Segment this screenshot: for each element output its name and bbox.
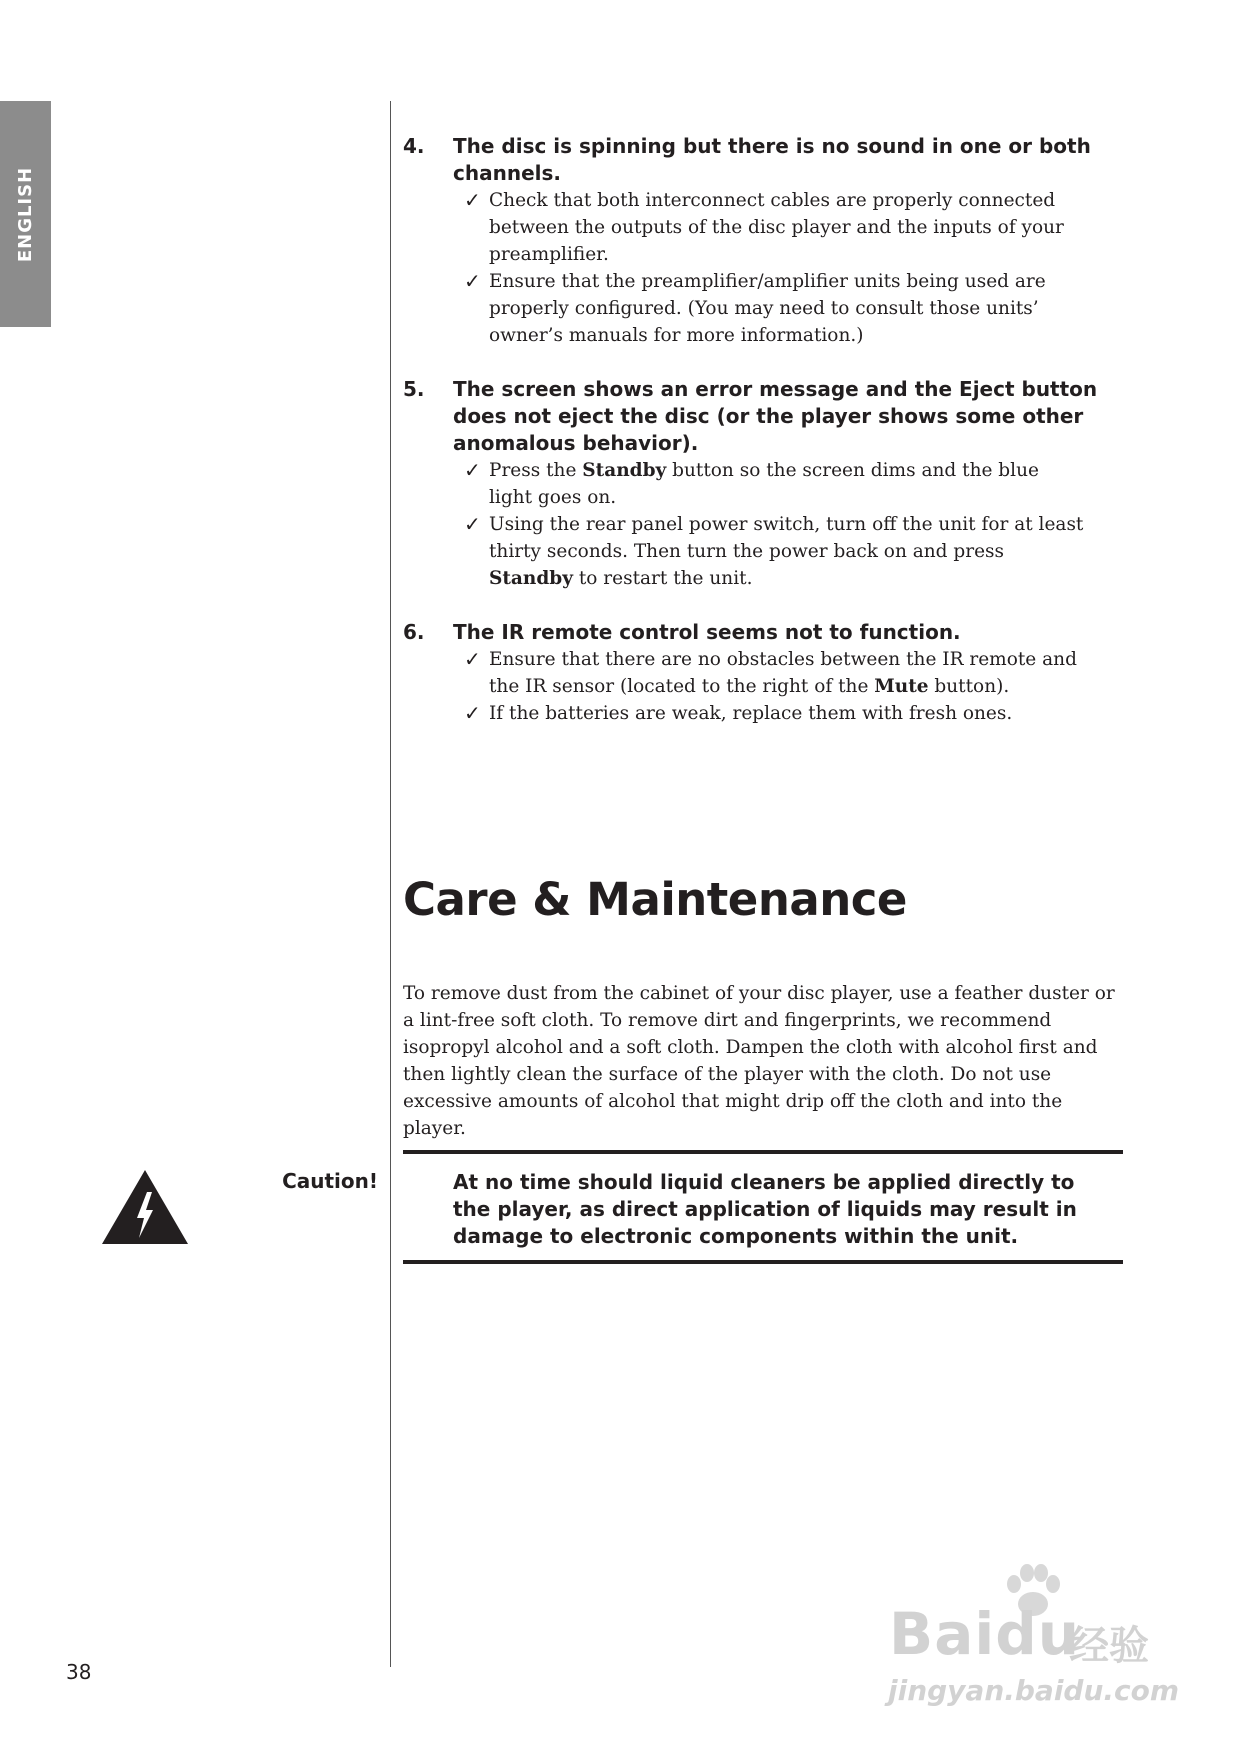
checkmark-icon: ✓	[464, 188, 481, 212]
trouble-item	[403, 619, 1123, 727]
checkmark-icon: ✓	[464, 269, 481, 293]
care-paragraph: To remove dust from the cabinet of your disc player, use a feather duster or a lint-free soft cloth. To remove dirt and fingerprints, we recommend isopropyl alcohol and a soft cloth. Dampen the cloth with alcohol first and then lightly clean the surface of the player with the cloth. Do not use excessive amounts of alcohol that might drip off the cloth and into the player.	[403, 983, 1115, 1139]
check-text-segment: Using the rear panel power switch, turn off the unit for at least thirty seconds. Then turn the power back on and press	[489, 514, 1084, 562]
check-text-segment: Ensure that there are no obstacles between the IR remote and the IR sensor (located to the right of the	[489, 649, 1077, 697]
caution-rule-bottom	[403, 1260, 1123, 1264]
caution-rule-top	[403, 1150, 1123, 1154]
checkmark-icon: ✓	[464, 701, 481, 725]
check-item-text	[489, 511, 1084, 592]
control-name: Standby	[489, 568, 573, 589]
trouble-item-number: 5.	[403, 377, 425, 401]
check-item	[464, 700, 1084, 727]
watermark-sub: 经验	[1069, 1623, 1149, 1669]
check-item-text	[489, 457, 1084, 511]
check-item-text	[489, 700, 1084, 727]
checkmark-icon: ✓	[464, 647, 481, 671]
trouble-item-heading	[403, 619, 1123, 646]
trouble-item	[403, 133, 1123, 349]
high-voltage-warning-icon	[100, 1168, 190, 1246]
watermark-url: jingyan.baidu.com	[888, 1674, 1180, 1707]
trouble-item-heading	[403, 376, 1123, 457]
language-tab	[0, 101, 51, 327]
check-item-text	[489, 646, 1084, 700]
control-name: Standby	[582, 460, 667, 481]
check-item-text	[489, 268, 1084, 349]
language-tab-label: ENGLISH	[15, 166, 36, 262]
check-item	[464, 511, 1084, 592]
section-heading: Care & Maintenance	[403, 873, 907, 926]
column-divider	[390, 101, 391, 1667]
check-text-segment: Check that both interconnect cables are properly connected between the outputs of the disc player and the inputs of your preamplifier.	[489, 190, 1064, 265]
watermark-brand: Baidu	[889, 1600, 1081, 1668]
watermark	[884, 1570, 1180, 1710]
trouble-item-number: 4.	[403, 134, 425, 158]
page-number: 38	[66, 1660, 92, 1684]
check-text-segment: Ensure that the preamplifier/amplifier units being used are properly configured. (You may need to consult those units’ owner’s manuals for more information.)	[489, 271, 1046, 346]
checkmark-icon: ✓	[464, 458, 481, 482]
check-text-segment: button).	[928, 676, 1010, 697]
check-item	[464, 268, 1084, 349]
checkmark-icon: ✓	[464, 512, 481, 536]
check-text-segment: button so the screen dims and the blue light goes on.	[489, 460, 1039, 508]
trouble-item-title: The disc is spinning but there is no sound in one or both channels.	[453, 134, 1091, 185]
trouble-item-number: 6.	[403, 620, 425, 644]
caution-label: Caution!	[282, 1169, 378, 1193]
control-name: Mute	[874, 676, 929, 697]
trouble-item-title: The screen shows an error message and the Eject button does not eject the disc (or the player shows some other anomalous behavior).	[453, 377, 1098, 455]
check-text-segment: to restart the unit.	[572, 568, 753, 589]
check-text-segment: If the batteries are weak, replace them with fresh ones.	[489, 703, 1013, 724]
check-item	[464, 187, 1084, 268]
trouble-item	[403, 376, 1123, 592]
trouble-item-title: The IR remote control seems not to function.	[453, 620, 961, 644]
check-item-text	[489, 187, 1084, 268]
trouble-item-heading	[403, 133, 1123, 187]
troubleshooting-list	[403, 133, 1123, 754]
check-text-segment: Press the	[489, 460, 583, 481]
caution-text: At no time should liquid cleaners be applied directly to the player, as direct application of liquids may result in damage to electronic components within the unit.	[453, 1170, 1077, 1248]
check-item	[464, 457, 1084, 511]
check-item	[464, 646, 1084, 700]
